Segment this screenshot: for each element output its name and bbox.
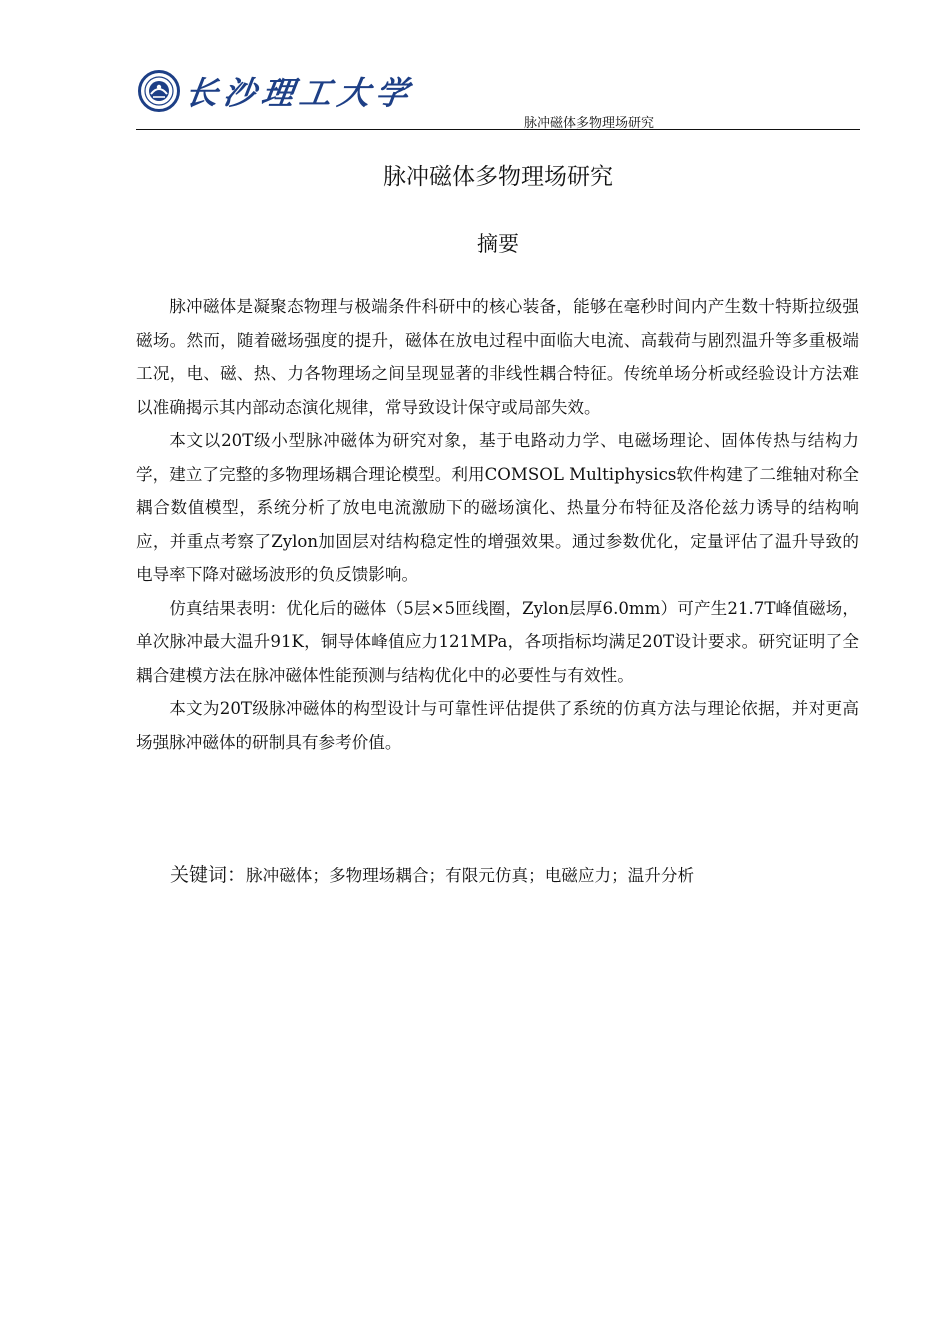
university-logo	[138, 70, 417, 112]
university-seal-icon	[138, 70, 180, 112]
abstract-heading: 摘要	[477, 232, 519, 256]
header-divider	[136, 129, 860, 130]
running-title: 脉冲磁体多物理场研究	[524, 116, 655, 131]
keywords-label: 关键词：	[170, 864, 247, 886]
abstract-paragraph: 本文为20T级脉冲磁体的构型设计与可靠性评估提供了系统的仿真方法与理论依据，并对更高场强脉冲磁体的研制具有参考价值。	[136, 699, 859, 752]
paper-title: 脉冲磁体多物理场研究	[383, 164, 613, 190]
keywords	[170, 860, 860, 887]
abstract-body	[136, 290, 859, 759]
abstract-paragraph: 仿真结果表明：优化后的磁体（5层×5匝线圈，Zylon层厚6.0mm）可产生21.7T峰值磁场，单次脉冲最大温升91K，铜导体峰值应力121MPa，各项指标均满足20T设计要求。研究证明了全耦合建模方法在脉冲磁体性能预测与结构优化中的必要性与有效性。	[136, 598, 859, 685]
keywords-text: 脉冲磁体；多物理场耦合；有限元仿真；电磁应力；温升分析	[246, 866, 695, 885]
abstract-paragraph: 本文以20T级小型脉冲磁体为研究对象，基于电路动力学、电磁场理论、固体传热与结构力学，建立了完整的多物理场耦合理论模型。利用COMSOL Multiphysics软件构建了二维轴对称全耦合数值模型，系统分析了放电电流激励下的磁场演化、热量分布特征及洛伦兹力诱导的结构响应，并重点考察了Zylon加固层对结构稳定性的增强效果。通过参数优化，定量评估了温升导致的电导率下降对磁场波形的负反馈影响。	[136, 431, 859, 584]
university-name: 长沙理工大学	[183, 74, 417, 112]
abstract-paragraph: 脉冲磁体是凝聚态物理与极端条件科研中的核心装备，能够在毫秒时间内产生数十特斯拉级强磁场。然而，随着磁场强度的提升，磁体在放电过程中面临大电流、高载荷与剧烈温升等多重极端工况，电、磁、热、力各物理场之间呈现显著的非线性耦合特征。传统单场分析或经验设计方法难以准确揭示其内部动态演化规律，常导致设计保守或局部失效。	[136, 297, 859, 417]
